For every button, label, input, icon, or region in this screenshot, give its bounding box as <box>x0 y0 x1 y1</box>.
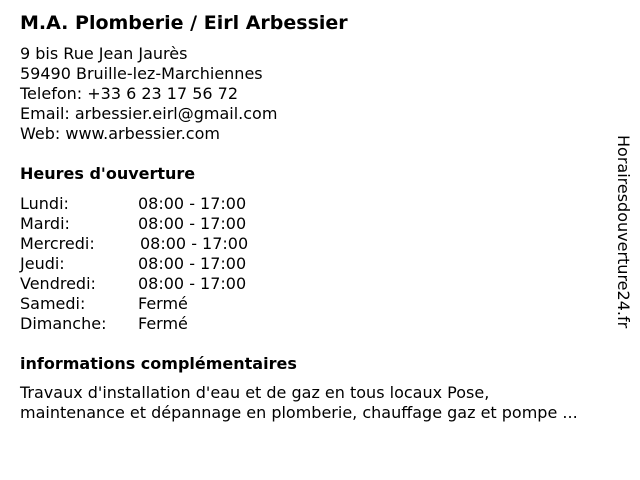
description-line: maintenance et dépannage en plomberie, chauffage gaz et pompe ... <box>20 403 578 422</box>
day-label: Vendredi: <box>20 274 96 293</box>
hours-row-tuesday <box>20 214 280 234</box>
hours-row-monday <box>20 194 280 214</box>
watermark-text: Horairesdouverture24.fr <box>614 135 633 329</box>
website: Web: www.arbessier.com <box>20 124 220 143</box>
contact-block <box>20 44 277 144</box>
opening-hours-table <box>20 194 280 334</box>
phone-number: Telefon: +33 6 23 17 56 72 <box>20 84 239 103</box>
day-label: Samedi: <box>20 294 86 313</box>
day-label: Mercredi: <box>20 234 95 253</box>
hours-row-saturday <box>20 294 280 314</box>
day-time: 08:00 - 17:00 <box>138 274 247 293</box>
business-name: M.A. Plomberie / Eirl Arbessier <box>20 12 348 34</box>
hours-row-thursday <box>20 254 280 274</box>
day-label: Dimanche: <box>20 314 107 333</box>
day-time: Fermé <box>138 314 188 333</box>
site-watermark <box>611 135 635 345</box>
day-label: Jeudi: <box>20 254 65 273</box>
address-city: 59490 Bruille-lez-Marchiennes <box>20 64 263 83</box>
description-line: Travaux d'installation d'eau et de gaz en tous locaux Pose, <box>20 383 490 402</box>
additional-info-heading: informations complémentaires <box>20 354 297 373</box>
hours-row-friday <box>20 274 280 294</box>
day-time: 08:00 - 17:00 <box>138 214 247 233</box>
day-time: 08:00 - 17:00 <box>138 254 247 273</box>
day-time: 08:00 - 17:00 <box>140 234 249 253</box>
day-time: 08:00 - 17:00 <box>138 194 247 213</box>
business-description <box>20 383 630 423</box>
day-time: Fermé <box>138 294 188 313</box>
hours-row-sunday <box>20 314 280 334</box>
day-label: Mardi: <box>20 214 70 233</box>
day-label: Lundi: <box>20 194 69 213</box>
email-address: Email: arbessier.eirl@gmail.com <box>20 104 278 123</box>
address-street: 9 bis Rue Jean Jaurès <box>20 44 188 63</box>
opening-hours-heading: Heures d'ouverture <box>20 164 196 183</box>
hours-row-wednesday <box>20 234 280 254</box>
